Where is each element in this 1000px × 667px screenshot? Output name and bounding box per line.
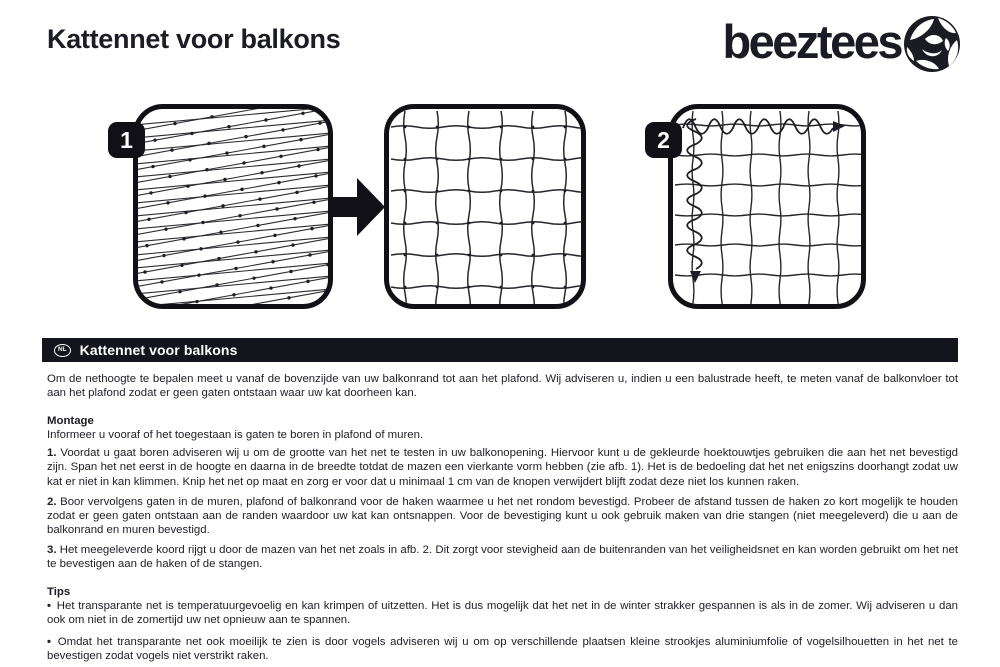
figure-net-with-cord xyxy=(668,104,866,309)
beeztees-animal-ball-icon xyxy=(902,14,962,74)
figure-net-folded xyxy=(133,104,333,309)
tip-text: Omdat het transparante net ook moeilijk te zien is door vogels adviseren wij u om op verschillende plaatsen kleine strookjes aluminiumfolie of vogelsilhouetten in het net te bevestigen zodat vogels niet verstrikt raken. xyxy=(47,635,958,663)
step-text: Het meegeleverde koord rijgt u door de mazen van het net zoals in afb. 2. Dit zorgt voor stevigheid aan de buitenranden van het veiligheidsnet en kan worden gebruikt om het net te bevestigen aan de haken of de stangen. xyxy=(47,543,958,571)
bullet-glyph: • xyxy=(47,599,51,612)
montage-step-2 xyxy=(47,495,958,538)
section-bar xyxy=(42,338,958,362)
tip-text: Het transparante net is temperatuurgevoelig en kan krimpen of uitzetten. Het is dus mogelijk dat het net in de winter strakker gespannen is als in de zomer. Wij adviseren u dan ook om niet in de zomertijd uw net opnieuw aan te spannen. xyxy=(47,599,958,627)
instructions-text xyxy=(47,372,958,667)
step-number: 2. xyxy=(47,495,57,508)
figure-1-badge: 1 xyxy=(108,122,145,158)
arrow-right-icon xyxy=(333,176,385,238)
tip-item-2 xyxy=(47,635,958,664)
figure-net-stretched xyxy=(384,104,586,309)
tips-heading: Tips xyxy=(47,585,71,598)
montage-step-1 xyxy=(47,446,958,489)
montage-note: Informeer u vooraf of het toegestaan is gaten te boren in plafond of muren. xyxy=(47,428,424,441)
figure-2-badge: 2 xyxy=(645,122,682,158)
step-number: 3. xyxy=(47,543,57,556)
language-nl-badge: NL xyxy=(54,344,71,357)
page-title: Kattennet voor balkons xyxy=(47,24,341,54)
intro-paragraph: Om de nethoogte te bepalen meet u vanaf de bovenzijde van uw balkonrand tot aan het plafond. Wij adviseren u, indien u een balustrade heeft, te meten vanaf de balkonvloer tot aan het plafond zodat er geen gaten ontstaan waar uw kat doorheen kan. xyxy=(47,373,958,400)
tip-item-1 xyxy=(47,599,958,628)
step-text: Voordat u gaat boren adviseren wij u om de grootte van het net te testen in uw balkonopening. Hiervoor kunt u de gekleurde hoektouwtjes gebruiken die aan het net bevestigd zijn. Span het net eerst in de hoogte en daarna in de breedte totdat de mazen een vierkante vorm hebben (zie afb. 1). Het is de bedoeling dat het net enigszins doorhangt zodat uw kat er niet in kan klimmen. Knip het net op maat en zorg er voor dat u minimaal 1 cm van de knopen verwijdert blijft zodat deze niet los kunnen raken. xyxy=(47,447,958,488)
brand-logo xyxy=(722,10,962,74)
step-text: Boor vervolgens gaten in de muren, plafond of balkonrand voor de haken waarmee u het net rondom bevestigd. Probeer de afstand tussen de haken zo kort mogelijk te houden zodat er geen gaten ontstaan aan de randen waardoor uw kat kan ontsnappen. Voor de bevestiging kunt u ook gebruik maken van drie stangen (niet meegeleverd) die u aan de balkonrand en muren bevestigd. xyxy=(47,495,959,537)
bullet-glyph: • xyxy=(47,635,51,648)
montage-heading: Montage xyxy=(47,414,94,427)
section-bar-title: Kattennet voor balkons xyxy=(79,342,238,358)
montage-step-3 xyxy=(47,543,958,572)
step-number: 1. xyxy=(47,447,57,460)
brand-wordmark: beeztees xyxy=(722,15,901,68)
